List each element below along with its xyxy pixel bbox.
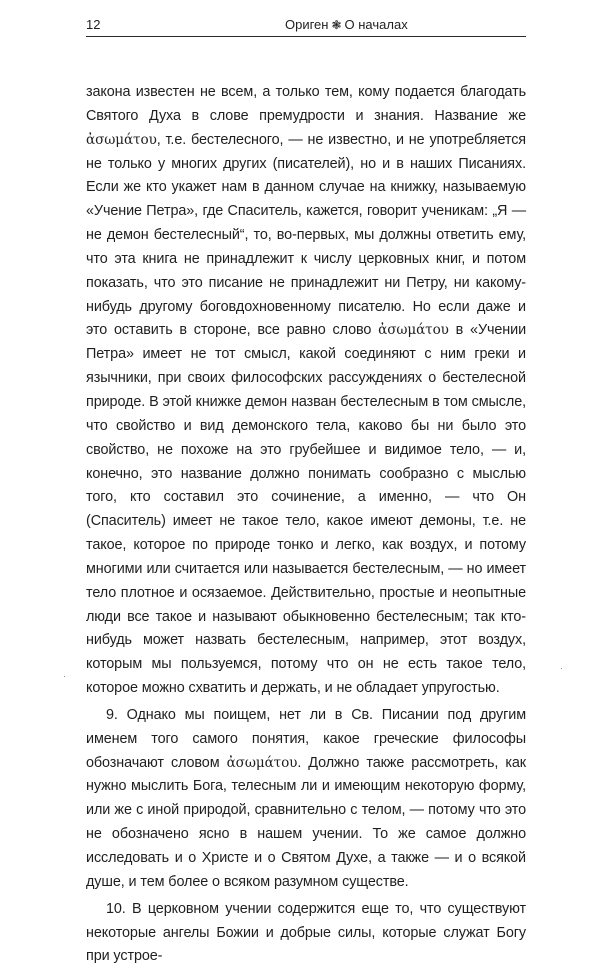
running-header [86, 14, 526, 37]
text-segment: в «Учении Петра» имеет не тот смысл, какой соединяют с ним греки и язычники, при своих философских рассуждениях о бестелесной природе. В этой книжке демон назван бестелесным в том смысле, что свойство и вид демонского тела, каково бы ни было это свойство, не похоже на это грубейшее и видимое тело, — и, конечно, это название должно понимать сообразно с мыслью того, кто составил это сочинение, а именно, — что Он (Спаситель) имеет не такое тело, какое имеют демоны, т.е. не такое, которое по природе тонко и легко, как воздух, и потому многими или считается или называется бестелесным, — но имеет тело плотное и осязаемое. Действительно, простые и неопытные люди все такое и называют обыкновенно бестелесным; так кто-нибудь может назвать бестелесным, например, этот воздух, которым мы пользуемся, потому что он не есть такое тело, которое можно схватить и держать, и не обладает упругостью. [86, 322, 527, 697]
text-segment: , т.е. бестелесного, — не известно, и не употребляется не только у многих других (писателей), но и в наших Писаниях. Если же кто укажет нам в данном случае на книжку, называемую «Учение Петра», где Спаситель, кажется, говорит ученикам: „Я — не демон бестелесный“, то, во-первых, мы должны ответить ему, что эта книга не принадлежит к числу церковных книг, и потом показать, что это писание не принадлежит ни Петру, ни какому-нибудь другому боговдохновенному писателю. Но если даже и это оставить в стороне, все равно слово [86, 131, 526, 339]
body-text [86, 81, 526, 969]
page-number: 12 [86, 17, 101, 32]
text-segment: . Должно также рассмотреть, как нужно мыслить Бога, телесным ли и имеющим некоторую форму, или же с иной природой, сравнительно с телом, — потому что это не обозначено ясно в нашем учении. То же самое должно исследовать и о Христе и о Святом Духе, а также — и о всякой душе, и тем более о всяком разумном существе. [86, 754, 526, 890]
scan-speck: · [560, 664, 563, 673]
header-work-title: О началах [344, 17, 408, 32]
flower-ornament-icon: ❃ [331, 18, 342, 32]
greek-term: ἀσωμάτου [226, 754, 298, 771]
paragraph-continued [86, 81, 526, 701]
text-segment: В церковном учении содержится еще то, что существуют некоторые ангелы Божии и добрые силы, которые служат Богу при устрое- [86, 900, 526, 965]
paragraph-9 [86, 704, 526, 895]
greek-term: ἀσωμάτου [86, 131, 157, 148]
text-segment: закона известен не всем, а только тем, кому подается благодать Святого Духа в слове премудрости и знания. Название же [86, 84, 526, 124]
running-title [285, 14, 408, 36]
scan-speck: · [63, 672, 66, 681]
book-page [86, 14, 526, 969]
paragraph-10 [86, 898, 526, 969]
header-author: Ориген [285, 17, 329, 32]
greek-term: ἀσωμάτου [378, 322, 449, 339]
text-segment: Однако мы поищем, нет ли в Св. Писании под другим именем того самого понятия, какое греческие философы обозначают словом [86, 706, 526, 771]
paragraph-number: 10. [106, 900, 126, 917]
paragraph-number: 9. [106, 706, 118, 723]
